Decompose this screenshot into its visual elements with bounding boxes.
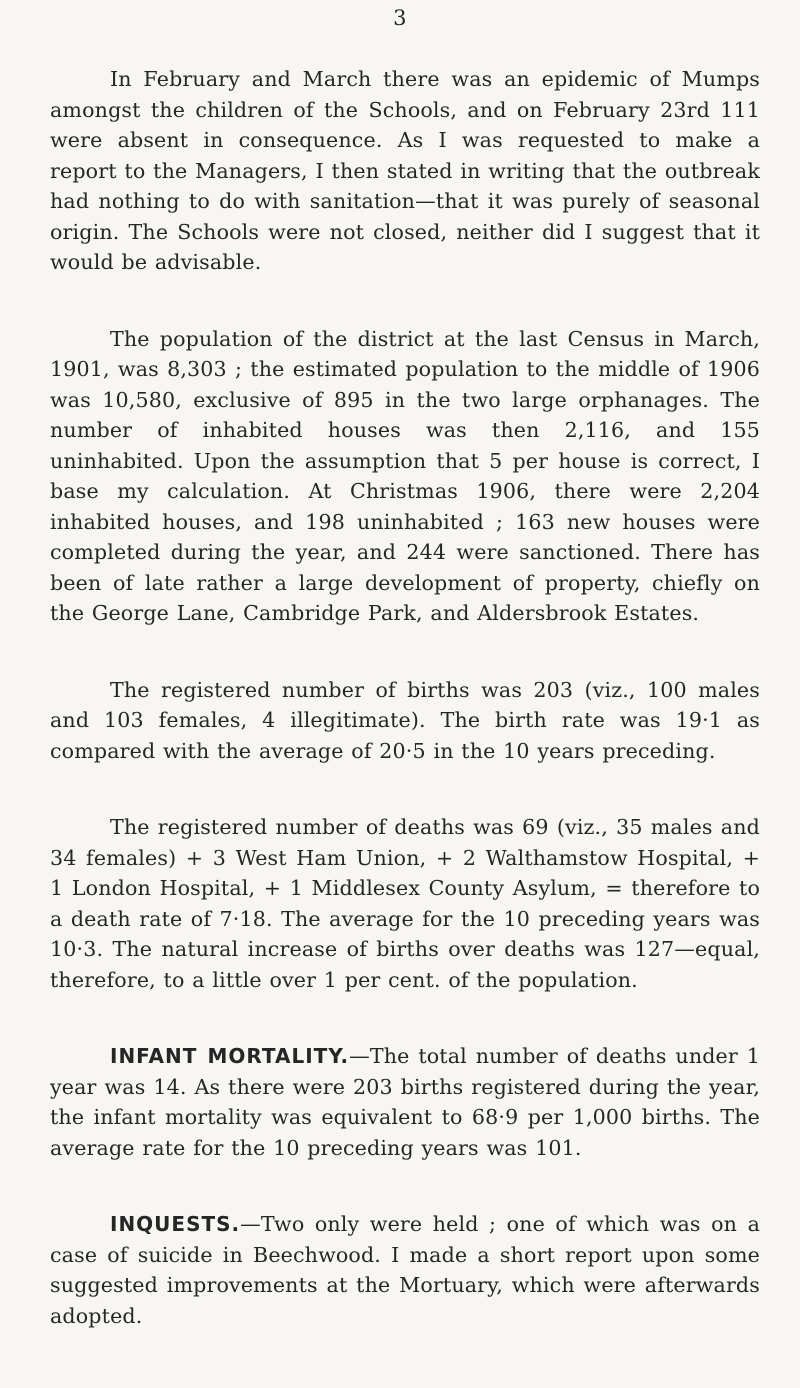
paragraph-births: The registered number of births was 203 (viz., 100 males and 103 females, 4 illegitimate). The birth rate was 19·1 as compared with the average of 20·5 in the 10 years preceding. [50, 677, 760, 763]
page-number: 3 [393, 6, 407, 30]
paragraph-infant-mortality [50, 1041, 760, 1163]
paragraph-deaths: The registered number of deaths was 69 (viz., 35 males and 34 females) + 3 West Ham Union, + 2 Walthamstow Hospital, + 1 London Hospital, + 1 Middlesex County Asylum, = therefore to a death rate of 7·18. The average for the 10 preceding years was 10·3. The natural increase of births over deaths was 127—equal, therefore, to a little over 1 per cent. of the population. [50, 815, 760, 992]
infant-mortality-heading: INFANT MORTALITY. [110, 1044, 350, 1068]
infant-mortality-text: —The total number of deaths under 1 year was 14. As there were 203 births registered during the year, the infant mortality was equivalent to 68·9 per 1,000 births. The average rate for the 10 preceding years was 101. [50, 1044, 760, 1160]
paragraph-inquests [50, 1209, 760, 1331]
page-body [50, 64, 760, 1331]
paragraph-population: The population of the district at the last Census in March, 1901, was 8,303 ; the estimated population to the middle of 1906 was 10,580, exclusive of 895 in the two large orphanages. The number of inhabited houses was then 2,116, and 155 uninhabited. Upon the assumption that 5 per house is correct, I base my calculation. At Christmas 1906, there were 2,204 inhabited houses, and 198 uninhabited ; 163 new houses were completed during the year, and 244 were sanctioned. There has been of late rather a large development of property, chiefly on the George Lane, Cambridge Park, and Aldersbrook Estates. [50, 326, 760, 625]
inquests-text: —Two only were held ; one of which was on a case of suicide in Beechwood. I made a short report upon some suggested improvements at the Mortuary, which were afterwards adopted. [50, 1212, 760, 1328]
inquests-heading: INQUESTS. [110, 1212, 241, 1236]
paragraph-mumps-epidemic: In February and March there was an epidemic of Mumps amongst the children of the Schools, and on February 23rd 111 were absent in consequence. As I was requested to make a report to the Managers, I then stated in writing that the outbreak had nothing to do with sanitation—that it was purely of seasonal origin. The Schools were not closed, neither did I suggest that it would be advisable. [50, 67, 760, 274]
